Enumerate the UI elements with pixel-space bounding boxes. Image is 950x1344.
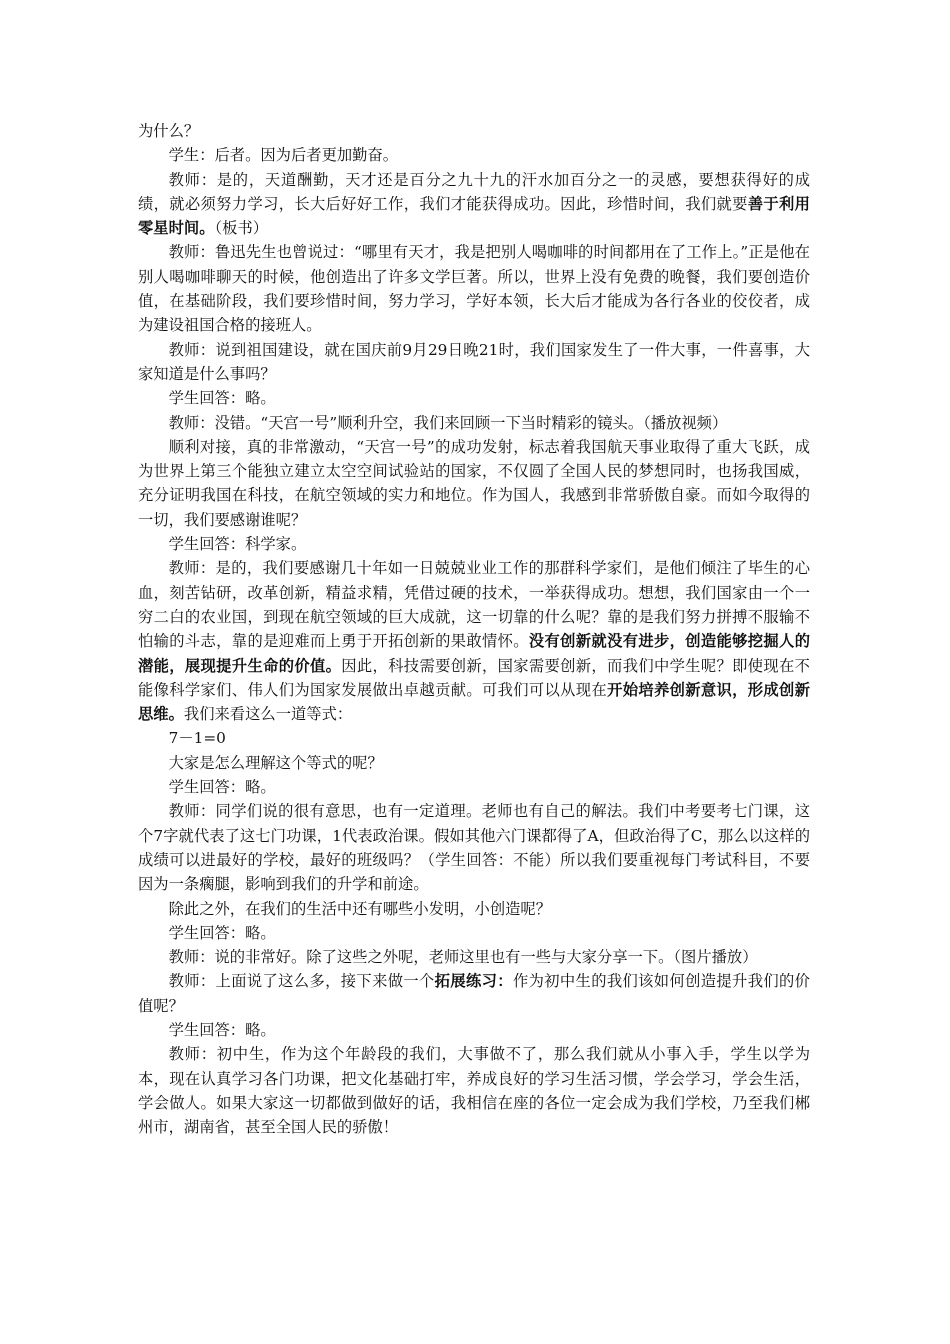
text-run: 大家是怎么理解这个等式的呢？ xyxy=(168,753,383,772)
text-run: 学生：后者。因为后者更加勤奋。 xyxy=(168,146,399,165)
paragraph xyxy=(138,119,810,143)
bold-text: 拓展练习： xyxy=(434,972,513,991)
paragraph xyxy=(138,240,810,337)
paragraph xyxy=(138,897,810,921)
bold-text: 开始培养创新意识，形成创新思维。 xyxy=(138,680,810,724)
paragraph xyxy=(138,143,810,167)
paragraph xyxy=(138,532,810,556)
paragraph xyxy=(138,1042,810,1139)
paragraph xyxy=(138,799,810,896)
text-run: 学生回答：科学家。 xyxy=(168,535,307,554)
paragraph xyxy=(138,775,810,799)
bold-text: 善于利用零星时间。 xyxy=(138,194,810,238)
text-run: 因此，科技需要创新，国家需要创新，而我们中学生呢？即使现在不能像科学家们、伟人们为国家发展做出卓越贡献。可我们可以从现在 xyxy=(138,656,810,699)
paragraph xyxy=(138,921,810,945)
text-run: 顺利对接，真的非常激动，“天宫一号”的成功发射，标志着我国航天事业取得了重大飞跃，成为世界上第三个能独立建立太空空间试验站的国家，不仅圆了全国人民的梦想同时，也扬我国威，充分证明我国在科技，在航空领域的实力和地位。作为国人，我感到非常骄傲自豪。而如今取得的一切，我们要感谢谁呢？ xyxy=(138,437,810,529)
text-run: 教师：是的，天道酬勤，天才还是百分之九十九的汗水加百分之一的灵感，要想获得好的成绩，就必须努力学习，长大后好好工作，我们才能获得成功。因此，珍惜时间，我们就要 xyxy=(138,170,810,213)
text-run: 教师：是的，我们要感谢几十年如一日兢兢业业工作的那群科学家们，是他们倾注了毕生的心血，刻苦钻研，改革创新，精益求精，凭借过硬的技术，一举获得成功。想想，我们国家由一个一穷二白的农业国，到现在航空领域的巨大成就，这一切靠的什么呢？靠的是我们努力拼搏不服输不怕输的斗志，靠的是迎难而上勇于开拓创新的果敢情怀。 xyxy=(138,559,810,651)
bold-text: 没有创新就没有进步，创造能够挖掘人的潜能，展现提升生命的价值。 xyxy=(138,632,810,675)
text-run: （板书） xyxy=(214,219,269,238)
text-run: 除此之外，在我们的生活中还有哪些小发明，小创造呢？ xyxy=(168,899,552,918)
text-run: 学生回答：略。 xyxy=(168,1020,276,1039)
text-run: 教师：说到祖国建设，就在国庆前9月29日晚21时，我们国家发生了一件大事，一件喜事，大家知道是什么事吗？ xyxy=(138,340,810,383)
paragraph xyxy=(138,726,810,750)
paragraph xyxy=(138,411,810,435)
paragraph xyxy=(138,945,810,969)
text-run: 我们来看这么一道等式： xyxy=(183,705,353,724)
text-run: 7－1=0 xyxy=(168,729,226,748)
text-run: 学生回答：略。 xyxy=(168,389,276,408)
paragraph xyxy=(138,969,810,1018)
text-run: 教师：说的非常好。除了这些之外呢，老师这里也有一些与大家分享一下。（图片播放） xyxy=(168,948,758,967)
paragraph xyxy=(138,168,810,241)
paragraph xyxy=(138,1018,810,1042)
text-run: 教师：上面说了这么多，接下来做一个 xyxy=(168,972,435,991)
text-run: 学生回答：略。 xyxy=(168,778,276,797)
paragraph xyxy=(138,386,810,410)
document-page xyxy=(138,119,810,1139)
paragraph xyxy=(138,338,810,387)
text-run: 教师：同学们说的很有意思，也有一定道理。老师也有自己的解法。我们中考要考七门课，这个7字就代表了这七门功课，1代表政治课。假如其他六门课都得了A，但政治得了C，那么以这样的成绩可以进最好的学校，最好的班级吗？（学生回答：不能）所以我们要重视每门考试科目，不要因为一条瘸腿，影响到我们的升学和前途。 xyxy=(138,802,810,894)
text-run: 教师：没错。“天宫一号”顺利升空，我们来回顾一下当时精彩的镜头。（播放视频） xyxy=(168,413,728,432)
paragraph xyxy=(138,751,810,775)
text-run: 教师：鲁迅先生也曾说过：“哪里有天才，我是把别人喝咖啡的时间都用在了工作上。”正是他在别人喝咖啡聊天的时候，他创造出了许多文学巨著。所以，世界上没有免费的晚餐，我们要创造价值，在基础阶段，我们要珍惜时间，努力学习，学好本领，长大后才能成为各行各业的佼佼者，成为建设祖国合格的接班人。 xyxy=(138,243,810,335)
text-run: 作为初中生的我们该如何创造提升我们的价值呢？ xyxy=(138,972,810,1015)
text-run: 教师：初中生，作为这个年龄段的我们，大事做不了，那么我们就从小事入手，学生以学为本，现在认真学习各门功课，把文化基础打牢，养成良好的学习生活习惯，学会学习，学会生活，学会做人。如果大家这一切都做到做好的话，我相信在座的各位一定会成为我们学校，乃至我们郴州市，湖南省，甚至全国人民的骄傲！ xyxy=(138,1045,810,1137)
paragraph xyxy=(138,556,810,726)
paragraph xyxy=(138,435,810,532)
text-run: 学生回答：略。 xyxy=(168,923,276,942)
text-run: 为什么？ xyxy=(138,122,200,140)
